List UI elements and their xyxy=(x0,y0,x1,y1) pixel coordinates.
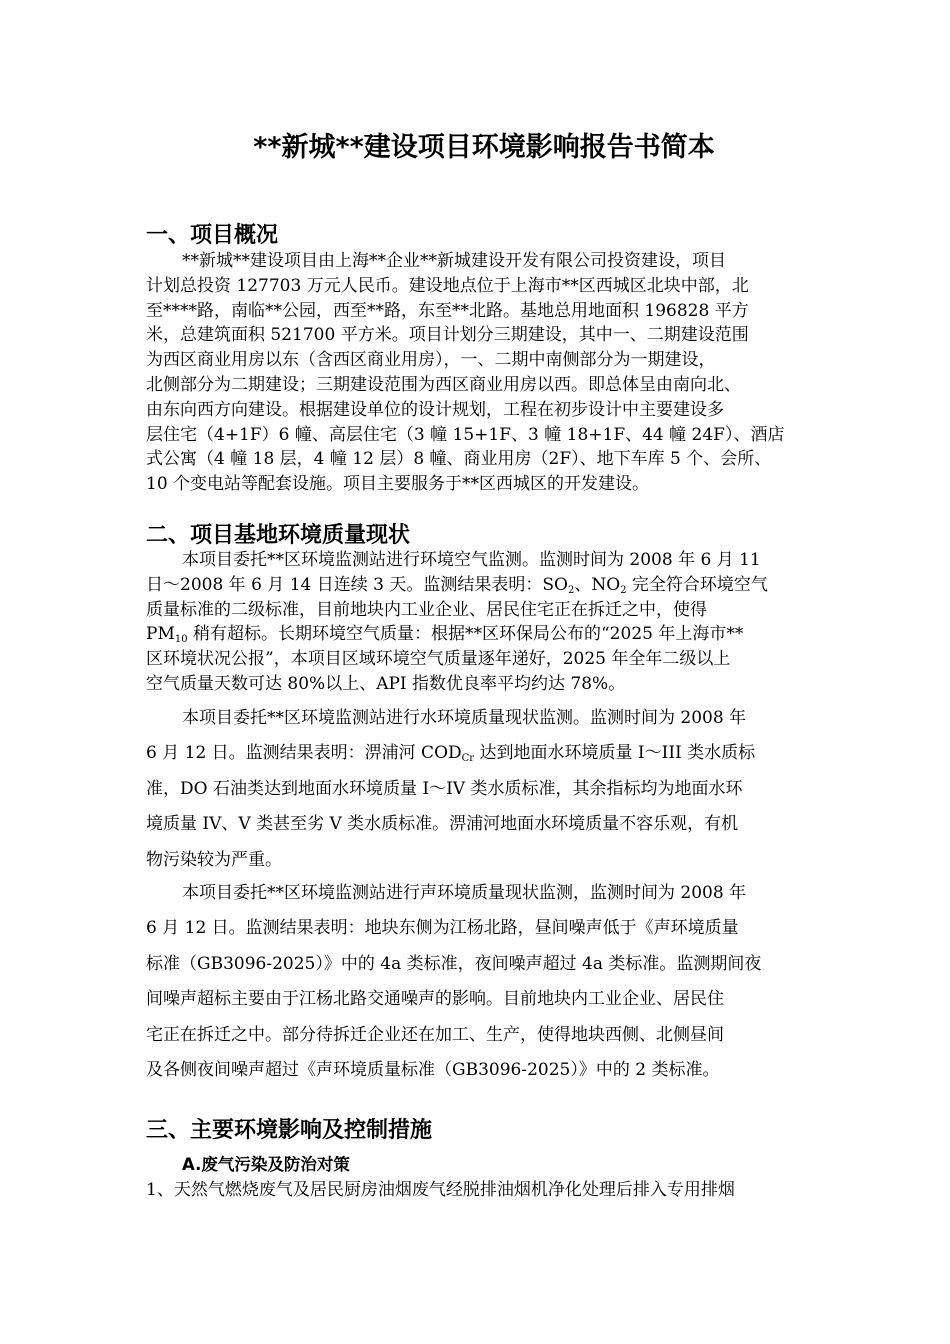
section-3-subheading: A.废气污染及防治对策 xyxy=(182,1155,350,1174)
paragraph-line: 式公寓（4 幢 18 层，4 幢 12 层）8 幢、商业用房（2F）、地下车库 5 个、会所、 xyxy=(146,449,772,470)
paragraph-line: 及各侧夜间噪声超过《声环境质量标准（GB3096-2025）》中的 2 类标准。 xyxy=(146,1059,720,1080)
noise-quality-paragraph xyxy=(146,876,822,1088)
paragraph-line: 物污染较为严重。 xyxy=(146,849,282,870)
paragraph-line: 日～2008 年 6 月 14 日连续 3 天。监测结果表明：$SO_2$、$NO_2$ 完全符合环境空气 xyxy=(146,574,768,596)
paragraph-line: 6 月 12 日。监测结果表明：淠浦河 $COD_{Cr}$ 达到地面水环境质量 I～III 类水质标 xyxy=(146,743,756,765)
section-1-heading: 一、项目概况 xyxy=(146,223,279,248)
paragraph-line: 米，总建筑面积 521700 平方米。项目计划分三期建设，其中一、二期建设范围 xyxy=(146,325,749,346)
paragraph-line: $PM_{10}$ 稍有超标。长期环境空气质量：根据**区环保局公布的“2025 年上海市** xyxy=(146,624,744,646)
section-3-heading: 三、主要环境影响及控制措施 xyxy=(146,1118,433,1143)
paragraph-line: 由东向西方向建设。根据建设单位的设计规划，工程在初步设计中主要建设多 xyxy=(146,399,724,420)
section-1-paragraph xyxy=(146,249,822,497)
air-quality-paragraph xyxy=(146,548,822,697)
paragraph-line: 宅正在拆迁之中。部分待拆迁企业还在加工、生产，使得地块西侧、北侧昼间 xyxy=(146,1024,724,1045)
paragraph-line: 质量标准的二级标准，目前地块内工业企业、居民住宅正在拆迁之中，使得 xyxy=(146,599,707,620)
paragraph-line: 间噪声超标主要由于江杨北路交通噪声的影响。目前地块内工业企业、居民住 xyxy=(146,989,724,1010)
paragraph-line: 北侧部分为二期建设；三期建设范围为西区商业用房以西。即总体呈由南向北、 xyxy=(146,374,741,395)
paragraph-line: 本项目委托**区环境监测站进行声环境质量现状监测，监测时间为 2008 年 xyxy=(182,883,747,903)
paragraph-line: 准，DO 石油类达到地面水环境质量 I～IV 类水质标准，其余指标均为地面水环 xyxy=(146,778,743,799)
paragraph-line: 本项目委托**区环境监测站进行水环境质量现状监测。监测时间为 2008 年 xyxy=(182,708,747,728)
paragraph-line: 空气质量天数可达 80%以上、API 指数优良率平均约达 78%。 xyxy=(146,673,626,694)
paragraph-line: 层住宅（4+1F）6 幢、高层住宅（3 幢 15+1F、3 幢 18+1F、44 幢 24F）、酒店 xyxy=(146,424,785,445)
section-3-paragraph xyxy=(146,1178,822,1203)
paragraph-line: 1、天然气燃烧废气及居民厨房油烟废气经脱排油烟机净化处理后排入专用排烟 xyxy=(146,1180,735,1200)
paragraph-line: 为西区商业用房以东（含西区商业用房），一、二期中南侧部分为一期建设， xyxy=(146,350,716,371)
paragraph-line: **新城**建设项目由上海**企业**新城建设开发有限公司投资建设，项目 xyxy=(182,251,726,271)
document-title: **新城**建设项目环境影响报告书简本 xyxy=(253,132,715,163)
paragraph-line: 计划总投资 127703 万元人民币。建设地点位于上海市**区西城区北块中部，北 xyxy=(146,275,749,296)
paragraph-line: 6 月 12 日。监测结果表明：地块东侧为江杨北路，昼间噪声低于《声环境质量 xyxy=(146,918,739,939)
paragraph-line: 至****路，南临**公园，西至**路，东至**北路。基地总用地面积 196828 平方 xyxy=(146,300,749,321)
section-2-heading: 二、项目基地环境质量现状 xyxy=(146,523,411,548)
paragraph-line: 境质量 IV、V 类甚至劣 V 类水质标准。淠浦河地面水环境质量不容乐观，有机 xyxy=(146,814,739,835)
paragraph-line: 标准（GB3096-2025）》中的 4a 类标准，夜间噪声超过 4a 类标准。监测期间夜 xyxy=(146,953,762,974)
paragraph-line: 10 个变电站等配套设施。项目主要服务于**区西城区的开发建设。 xyxy=(146,474,650,495)
paragraph-line: 本项目委托**区环境监测站进行环境空气监测。监测时间为 2008 年 6 月 11 xyxy=(182,550,761,570)
paragraph-line: 区环境状况公报”，本项目区域环境空气质量逐年递好，2025 年全年二级以上 xyxy=(146,649,731,670)
water-quality-paragraph xyxy=(146,701,822,878)
